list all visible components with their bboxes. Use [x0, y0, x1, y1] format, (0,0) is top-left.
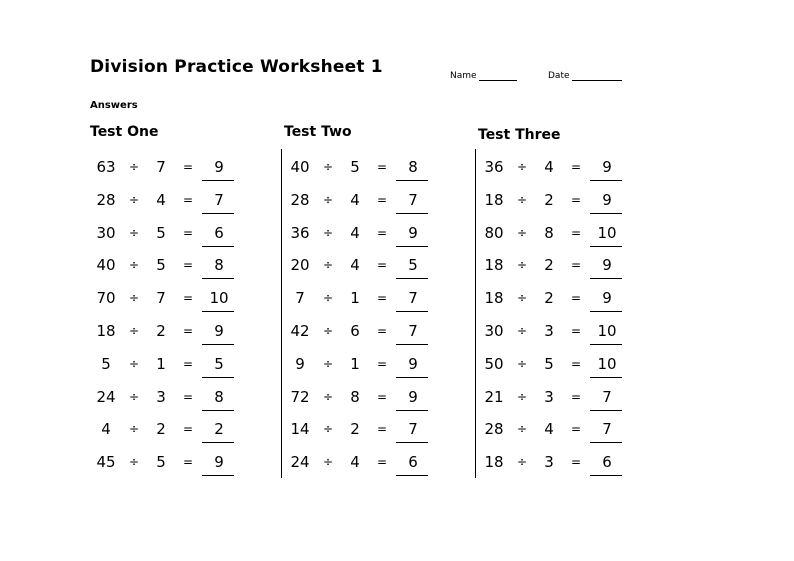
answer: 8 [214, 256, 224, 275]
divide-sign: ÷ [516, 356, 528, 371]
divide-sign: ÷ [516, 422, 528, 437]
equals-sign: = [182, 291, 194, 306]
equals-sign: = [376, 455, 388, 470]
answer-underline [396, 442, 428, 443]
divisor: 4 [156, 190, 166, 209]
divisor: 5 [350, 158, 360, 176]
dividend: 70 [96, 289, 116, 308]
answer-underline [396, 311, 428, 312]
divisor: 1 [156, 354, 166, 373]
answer-underline [396, 377, 428, 378]
divisor: 8 [350, 387, 360, 406]
divide-sign: ÷ [322, 291, 334, 306]
dividend: 80 [484, 223, 504, 242]
dividend: 18 [484, 453, 504, 472]
answer-underline [202, 180, 234, 181]
answer: 7 [408, 190, 418, 209]
divisor: 5 [156, 256, 166, 275]
answer-underline [396, 180, 428, 181]
dividend: 14 [290, 420, 310, 439]
answer-underline [396, 475, 428, 476]
answer-underline [590, 410, 622, 411]
divide-sign: ÷ [322, 356, 334, 371]
divide-sign: ÷ [322, 389, 334, 404]
divisor: 7 [156, 289, 166, 308]
answer-underline [590, 344, 622, 345]
dividend: 24 [96, 387, 116, 406]
divisor: 4 [350, 223, 360, 242]
answer-underline [590, 311, 622, 312]
dividend: 21 [484, 387, 504, 406]
dividend: 45 [96, 453, 116, 472]
dividend: 30 [96, 223, 116, 242]
answer: 9 [408, 223, 418, 242]
divisor: 8 [544, 223, 554, 242]
answer-underline [590, 180, 622, 181]
divisor: 3 [544, 453, 554, 472]
answer: 7 [602, 387, 612, 406]
equals-sign: = [376, 225, 388, 240]
equals-sign: = [182, 225, 194, 240]
divisor: 6 [350, 322, 360, 340]
answer: 5 [214, 354, 224, 373]
divide-sign: ÷ [128, 389, 140, 404]
answers-label: Answers [90, 100, 138, 111]
divide-sign: ÷ [322, 324, 334, 338]
answer: 10 [597, 223, 617, 242]
equals-sign: = [570, 192, 582, 207]
answer: 10 [209, 289, 229, 308]
divisor: 1 [350, 354, 360, 373]
name-label: Name [450, 71, 477, 81]
dividend: 9 [295, 354, 305, 373]
divide-sign: ÷ [322, 422, 334, 437]
answer-underline [590, 442, 622, 443]
divisor: 4 [350, 256, 360, 275]
answer-underline [396, 213, 428, 214]
answer: 7 [602, 420, 612, 439]
divide-sign: ÷ [322, 225, 334, 240]
dividend: 36 [484, 158, 504, 176]
answer: 9 [214, 322, 224, 340]
test-three-title: Test Three [478, 127, 561, 143]
dividend: 24 [290, 453, 310, 472]
answer: 9 [214, 158, 224, 176]
answer: 7 [408, 322, 418, 340]
answer-underline [396, 410, 428, 411]
dividend: 50 [484, 354, 504, 373]
answer: 9 [602, 289, 612, 308]
divisor: 5 [156, 453, 166, 472]
divide-sign: ÷ [516, 389, 528, 404]
answer: 8 [214, 387, 224, 406]
equals-sign: = [570, 225, 582, 240]
equals-sign: = [376, 291, 388, 306]
answer: 6 [214, 223, 224, 242]
divide-sign: ÷ [128, 455, 140, 470]
answer: 7 [408, 420, 418, 439]
dividend: 18 [484, 256, 504, 275]
answer: 6 [602, 453, 612, 472]
dividend: 63 [96, 158, 116, 176]
answer-underline [202, 246, 234, 247]
divisor: 3 [544, 322, 554, 340]
divide-sign: ÷ [322, 258, 334, 273]
date-label: Date [548, 71, 570, 81]
divisor: 4 [544, 158, 554, 176]
divide-sign: ÷ [322, 192, 334, 207]
dividend: 7 [295, 289, 305, 308]
name-blank-line [479, 70, 517, 81]
answer-underline [590, 278, 622, 279]
divisor: 4 [350, 190, 360, 209]
divide-sign: ÷ [516, 160, 528, 174]
equals-sign: = [182, 422, 194, 437]
answer-underline [202, 344, 234, 345]
divide-sign: ÷ [128, 356, 140, 371]
divide-sign: ÷ [516, 192, 528, 207]
equals-sign: = [182, 389, 194, 404]
answer-underline [202, 410, 234, 411]
divisor: 2 [156, 322, 166, 340]
divisor: 5 [156, 223, 166, 242]
dividend: 28 [96, 190, 116, 209]
divide-sign: ÷ [516, 258, 528, 273]
divide-sign: ÷ [128, 192, 140, 207]
equals-sign: = [570, 455, 582, 470]
answer: 9 [602, 190, 612, 209]
divisor: 2 [544, 190, 554, 209]
divisor: 2 [544, 256, 554, 275]
equals-sign: = [182, 455, 194, 470]
answer-underline [396, 246, 428, 247]
test-one-title: Test One [90, 124, 159, 140]
answer-underline [590, 475, 622, 476]
answer: 6 [408, 453, 418, 472]
divisor: 1 [350, 289, 360, 308]
equals-sign: = [376, 356, 388, 371]
answer: 9 [408, 387, 418, 406]
equals-sign: = [376, 324, 388, 338]
divide-sign: ÷ [128, 225, 140, 240]
answer-underline [590, 377, 622, 378]
answer: 5 [408, 256, 418, 275]
divisor: 4 [544, 420, 554, 439]
divide-sign: ÷ [516, 291, 528, 306]
dividend: 18 [484, 190, 504, 209]
divide-sign: ÷ [128, 160, 140, 174]
divisor: 5 [544, 354, 554, 373]
equals-sign: = [376, 258, 388, 273]
equals-sign: = [376, 422, 388, 437]
dividend: 40 [96, 256, 116, 275]
dividend: 18 [484, 289, 504, 308]
answer-underline [396, 344, 428, 345]
name-field [450, 70, 517, 81]
equals-sign: = [182, 192, 194, 207]
dividend: 20 [290, 256, 310, 275]
equals-sign: = [182, 258, 194, 273]
divisor: 2 [544, 289, 554, 308]
answer: 9 [602, 158, 612, 176]
answer-underline [590, 246, 622, 247]
divisor: 3 [156, 387, 166, 406]
dividend: 42 [290, 322, 310, 340]
equals-sign: = [182, 160, 194, 174]
dividend: 72 [290, 387, 310, 406]
equals-sign: = [376, 192, 388, 207]
answer: 7 [214, 190, 224, 209]
divisor: 2 [350, 420, 360, 439]
column-divider-2 [475, 149, 476, 478]
answer: 8 [408, 158, 418, 176]
divide-sign: ÷ [322, 160, 334, 174]
equals-sign: = [570, 291, 582, 306]
answer: 10 [597, 322, 617, 340]
equals-sign: = [182, 356, 194, 371]
answer-underline [396, 278, 428, 279]
divide-sign: ÷ [516, 324, 528, 338]
dividend: 5 [101, 354, 111, 373]
date-field [548, 70, 622, 81]
equals-sign: = [570, 389, 582, 404]
dividend: 30 [484, 322, 504, 340]
divide-sign: ÷ [516, 225, 528, 240]
answer-underline [590, 213, 622, 214]
equals-sign: = [376, 160, 388, 174]
answer: 2 [214, 420, 224, 439]
worksheet-title: Division Practice Worksheet 1 [90, 57, 383, 77]
dividend: 40 [290, 158, 310, 176]
divisor: 2 [156, 420, 166, 439]
answer: 9 [602, 256, 612, 275]
answer-underline [202, 311, 234, 312]
answer-underline [202, 475, 234, 476]
equals-sign: = [570, 422, 582, 437]
date-blank-line [572, 70, 622, 81]
equals-sign: = [570, 356, 582, 371]
equals-sign: = [570, 324, 582, 338]
answer-underline [202, 213, 234, 214]
column-divider-1 [281, 149, 282, 478]
dividend: 36 [290, 223, 310, 242]
answer-underline [202, 377, 234, 378]
test-two-title: Test Two [284, 124, 352, 140]
answer: 7 [408, 289, 418, 308]
dividend: 4 [101, 420, 111, 439]
divisor: 4 [350, 453, 360, 472]
divide-sign: ÷ [322, 455, 334, 470]
dividend: 28 [290, 190, 310, 209]
dividend: 18 [96, 322, 116, 340]
answer: 9 [408, 354, 418, 373]
divide-sign: ÷ [516, 455, 528, 470]
divide-sign: ÷ [128, 324, 140, 338]
divisor: 3 [544, 387, 554, 406]
equals-sign: = [182, 324, 194, 338]
equals-sign: = [570, 258, 582, 273]
divide-sign: ÷ [128, 291, 140, 306]
answer: 10 [597, 354, 617, 373]
answer-underline [202, 442, 234, 443]
equals-sign: = [376, 389, 388, 404]
answer: 9 [214, 453, 224, 472]
divide-sign: ÷ [128, 422, 140, 437]
equals-sign: = [570, 160, 582, 174]
divisor: 7 [156, 158, 166, 176]
dividend: 28 [484, 420, 504, 439]
answer-underline [202, 278, 234, 279]
divide-sign: ÷ [128, 258, 140, 273]
